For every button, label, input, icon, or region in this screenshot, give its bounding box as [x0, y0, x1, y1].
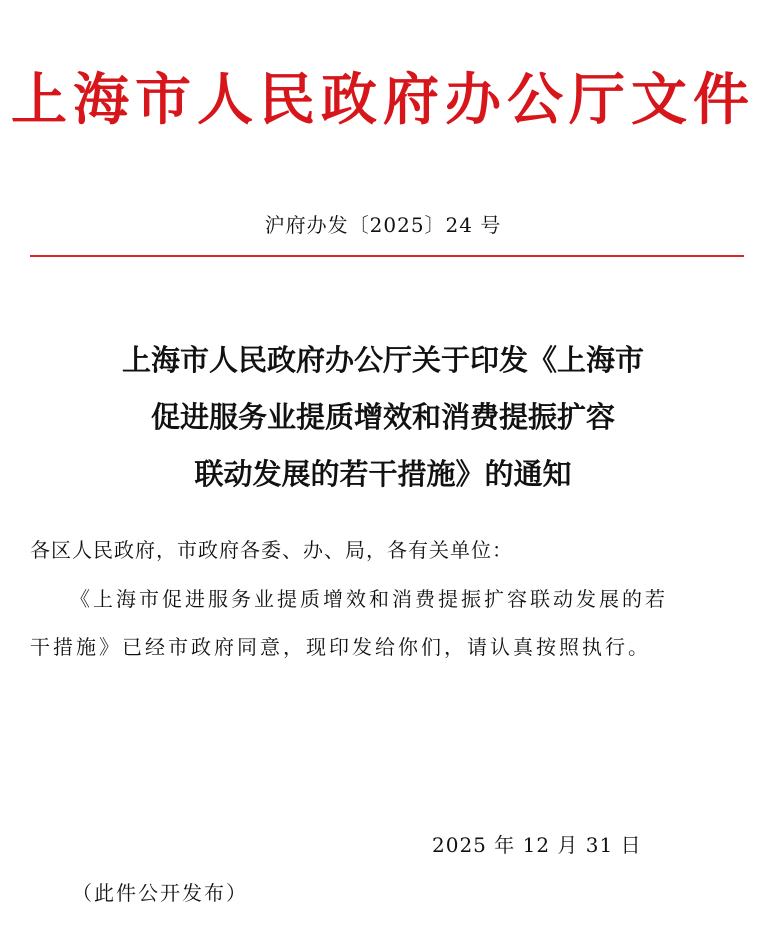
document-masthead: 上海市人民政府办公厅文件 [11, 67, 755, 133]
body-paragraph-line: 干措施》已经市政府同意，现印发给你们，请认真按照执行。 [30, 635, 651, 659]
notice-title-line: 上海市人民政府办公厅关于印发《上海市 [121, 343, 644, 377]
body-paragraph [30, 575, 740, 671]
body-paragraph-line: 《上海市促进服务业提质增效和消费提振扩容联动发展的若 [70, 587, 668, 611]
notice-title [0, 332, 766, 503]
notice-title-line: 促进服务业提质增效和消费提振扩容 [150, 400, 615, 434]
issue-date: 2025 年 12 月 31 日 [432, 833, 642, 857]
document-number: 沪府办发〔2025〕24 号 [264, 213, 502, 237]
notice-title-line: 联动发展的若干措施》的通知 [194, 457, 572, 491]
red-separator-rule [30, 255, 744, 257]
salutation: 各区人民政府，市政府各委、办、局，各有关单位： [30, 538, 513, 562]
publication-note: （此件公开发布） [72, 881, 248, 905]
